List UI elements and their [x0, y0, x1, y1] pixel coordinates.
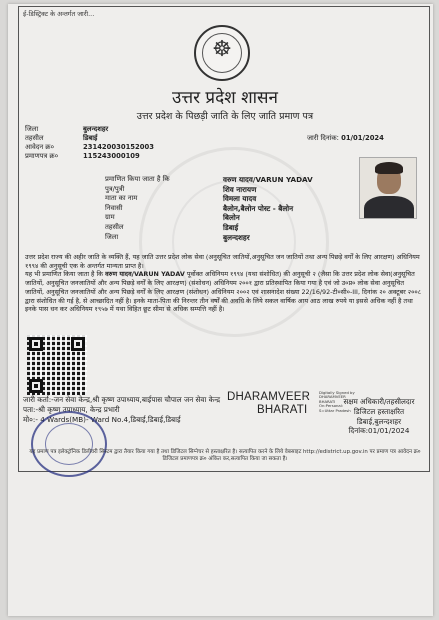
- field-row: तहसील डिबाई: [105, 222, 239, 232]
- issuing-center: जारी कर्ता:-जन सेवा केन्द्र,श्री कृष्ण उपाध्याय,बाईपास चौपाल जन सेवा केन्द्र पता:-श्री कृष्ण उपाध्याय, केन्द्र प्रभारी मो०:- 4 Wards(MB)- Ward No.4,डिबाई,डिबाई,डिबाई: [23, 395, 221, 424]
- applicant-fields: [105, 175, 313, 242]
- caste-certificate: [18, 6, 430, 472]
- meta-row-district: जिला बुलन्दशहर: [25, 125, 109, 133]
- field-row: प्रमाणित किया जाता है कि वरुण यादव/VARUN YADAV: [105, 175, 313, 184]
- field-row: ग्राम बिलोन: [105, 213, 240, 223]
- field-row: पुत्र/पुत्री शिव नारायण: [105, 184, 257, 194]
- field-row: निवासी बैलोन,बैलोन पोस्ट - बैलोन: [105, 203, 294, 213]
- meta-block: [25, 125, 154, 161]
- official-stamp-icon: [31, 411, 107, 477]
- certificate-title: उत्तर प्रदेश के पिछड़ी जाति के लिए जाति प्रमाण पत्र: [136, 111, 314, 122]
- meta-row-certificate-no: प्रमाणपत्र क्र० 115243000109: [25, 152, 140, 160]
- meta-row-tehsil: तहसील डिबाई: [25, 134, 98, 142]
- government-title: उत्तर प्रदेश शासन: [172, 88, 278, 108]
- qr-code-icon: [27, 335, 87, 395]
- issue-date: जारी दिनांक: 01/01/2024: [307, 134, 384, 142]
- field-row: माता का नाम विमला यादव: [105, 194, 257, 204]
- digital-signature: DHARAMVEER BHARATI Digitally Signed by DHARAMVEER BHARATI On:Personal: S=Uttar Pradesh: [227, 390, 355, 416]
- up-government-emblem-icon: ☸: [194, 25, 250, 81]
- applicant-photo: [359, 157, 417, 219]
- certificate-body: उत्तर प्रदेश राज्य की अहीर जाति के व्यक्ति हैं, यह जाति उत्तर प्रदेश लोक सेवा (अनुसूचित जातियों,अनुसूचित जन जातियों तथा अन्य पिछड़े वर्गों के लिए आरक्षण) अधिनियम १९९४ की अनुसूची एक के अन्तर्गत मान्यता प्राप्त है। यह भी प्रमाणित किया जाता है कि वरुण यादव/VARUN YADAV पूर्वोक्त अधिनियम १९९४ (यथा संशोधित) की अनुसूची २ (जैसा कि उत्तर प्रदेश लोक सेवा(अनुसूचित जातियों, अनुसूचित जनजातियों और अन्य पिछड़े वर्गों के लिए आरक्षण) (संशोधन) अधिनियम २००१ द्वारा प्रतिस्थापित किया गया है एवं जो उ०प्र० लोक सेवा अनुसूचित जातियों, अनुसूचित जनजातियों और अन्य पिछड़े वर्गों के लिए आरक्षण (संशोधन) अधिनियम २००२ एवं शासनादेश संख्या 22/16/92-टी०सी०-III, दिनांक २० अक्टूबर २००८ द्वारा संशोधित की गई है, से आच्छादित नहीं है। इनके माता-पिता की निरन्तर तीन वर्षों की अवधि के लिये सकल वार्षिक आय आठ लाख रुपये या इससे अधिक नहीं है तथा इनके पास धन कर अधिनियम १९५७ में यथा विहित छूट सीमा से अधिक सम्पत्ति नहीं है।: [25, 253, 422, 314]
- verification-footnote: यह प्रमाण पत्र इलेक्ट्रॉनिक डिलीवरी सिस्टम द्वारा तैयार किया गया है तथा डिजिटल सिग्नेचर से हस्ताक्षरित है। सत्यापित करने के लिये वेबसाइट http://edistrict.up.gov.in पर प्रमाण पत्र आवेदन क्र० डिजिटल प्रमाणपत्र क्र० अंकित कर,सत्यापित किया जा सकता है।: [29, 449, 421, 463]
- field-row: जिला बुलन्दशहर: [105, 232, 250, 242]
- meta-row-application-no: आवेदन क्र० 231420030152003: [25, 143, 154, 151]
- e-district-note: ई-डिस्ट्रिक्ट के अन्तर्गत जारी...: [23, 10, 95, 18]
- competent-officer: सक्षम अधिकारी/तहसीलदार डिजिटल हस्ताक्षरित डिबाई,बुलन्दशहर दिनांक:01/01/2024: [343, 397, 415, 436]
